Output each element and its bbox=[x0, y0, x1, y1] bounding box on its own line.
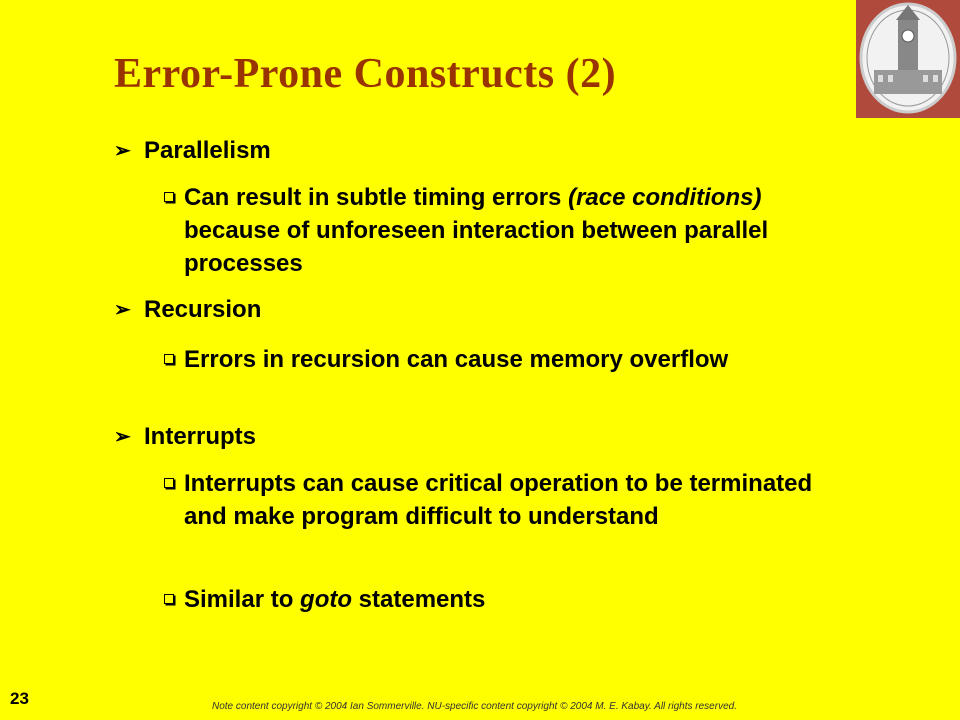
arrowhead-bullet-icon: ➢ bbox=[114, 140, 131, 162]
arrowhead-bullet-icon: ➢ bbox=[114, 299, 131, 321]
sub-bullet-text: statements bbox=[352, 586, 486, 613]
sub-bullet-emphasis: (race conditions) bbox=[568, 184, 762, 211]
square-bullet-icon bbox=[164, 594, 174, 604]
sub-bullet-text: Similar to bbox=[184, 586, 301, 613]
bullet-label: Interrupts bbox=[144, 423, 257, 450]
square-bullet-icon bbox=[164, 354, 174, 364]
sub-bullet-emphasis: goto bbox=[300, 586, 353, 613]
sub-bullet bbox=[162, 181, 822, 280]
bullet-recursion bbox=[114, 294, 261, 326]
bullet-interrupts bbox=[114, 421, 256, 453]
copyright-footer: Note content copyright © 2004 Ian Sommerville. NU-specific content copyright © 2004 M. E. Kabay. All rights reserved. bbox=[212, 701, 737, 712]
sub-bullet-text: Errors in recursion can cause memory overflow bbox=[184, 346, 729, 373]
square-bullet-icon bbox=[164, 478, 174, 488]
square-bullet-icon bbox=[164, 192, 174, 202]
sub-bullet-text: Can result in subtle timing errors bbox=[184, 184, 569, 211]
bullet-label: Parallelism bbox=[144, 137, 271, 164]
sub-bullet bbox=[162, 343, 822, 376]
slide-number: 23 bbox=[10, 689, 29, 708]
sub-bullet bbox=[162, 583, 822, 616]
sub-bullet-text: Interrupts can cause critical operation to be terminated and make program difficult to understand bbox=[184, 470, 813, 530]
slide-title: Error-Prone Constructs (2) bbox=[114, 51, 617, 97]
sub-bullet-text: because of unforeseen interaction between parallel processes bbox=[184, 217, 769, 277]
bullet-parallelism bbox=[114, 135, 271, 167]
arrowhead-bullet-icon: ➢ bbox=[114, 426, 131, 448]
sub-bullet bbox=[162, 467, 822, 533]
bullet-label: Recursion bbox=[144, 296, 262, 323]
